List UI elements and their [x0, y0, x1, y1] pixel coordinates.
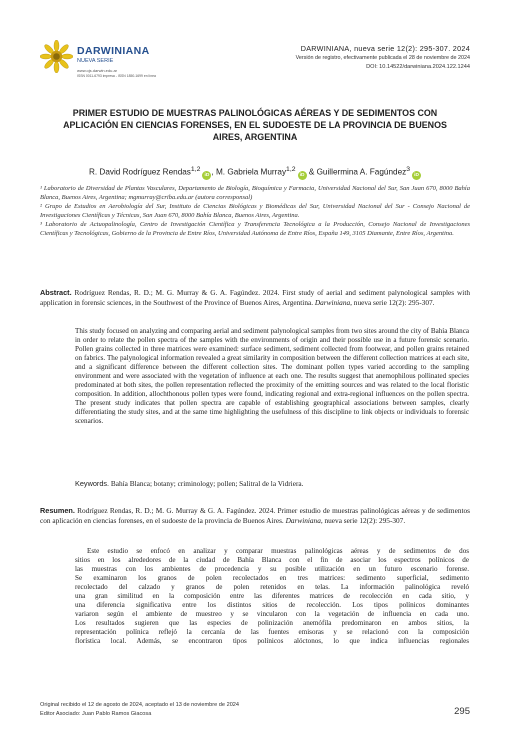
resumen-line: representación polínica reflejó la cercanía de las fuentes emisoras y se relacionó con la composición [75, 628, 469, 637]
abstract-body: This study focused on analyzing and comparing aerial and sediment palynological samples from two sites around the city of Bahía Blanca in order to relate the pollen spectra of the samples with the environments of origin and their possible use in a future forensic scenario. Pollen grains collected in three matrices were examined: surface sediment, sediment collected from footwear, and pollen grains retained on fabrics. The palynological information revealed a great similarity in composition between the different collection matrices at each site, and a significant difference between the different collection sites. The dominant pollen types varied according to the sampling environment and were associated with the vegetation of influence at each one. The results suggest that anemophilous pollinated species predominated at both sites, the pollen representation reflected the proximity of the emitting sources and was related to the local floristic composition. In addition, allochthonous pollen types were found, indicating regional and extra-regional influences on the pollen spectra. The present study indicates that pollen spectra are capable of establishing geographical associations between samples, clearly differentiating the study sites, and at the same time highlighting the usefulness of this discipline to link objects or individuals to forensic scenarios. [75, 327, 469, 426]
affiliation-1: ¹ Laboratorio de Diversidad de Plantas Vasculares, Departamento de Biología, Bioquímica y Farmacia, Universidad Nacional del Sur, San Juan 670, 8000 Bahía Blanca, Buenos Aires, Argentina; mgmurray@criba.edu.ar (autora corresponsal) [40, 185, 470, 202]
orcid-icon[interactable]: iD [412, 171, 421, 180]
resumen-label: Resumen. [40, 506, 75, 515]
resumen-line: variaron según el ambiente de muestreo y se vincularon con la vegetación de influencia en cada uno. [75, 610, 469, 619]
author-3-affil: 3 [406, 166, 411, 173]
page-number: 295 [454, 706, 470, 717]
author-2-affil: 1,2 [286, 166, 296, 173]
associate-editor: Editor Asociado: Juan Pablo Ramos Giacosa [40, 711, 152, 717]
journal-info [296, 44, 470, 72]
journal-reference: DARWINIANA, nueva serie 12(2): 295-307. 2024 [300, 44, 470, 53]
resumen-citation [40, 506, 470, 525]
keywords [75, 479, 469, 488]
author-separator: , [211, 167, 216, 177]
resumen-citation-text: Rodríguez Rendas, R. D.; M. G. Murray & G. A. Fagúndez. 2024. Primer estudio de muestras palinológicas aéreas y de sedimentos con aplicación en ciencias forenses, en el sudoeste de la provincia de Buenos Aires. [40, 506, 470, 525]
abstract-journal: Darwiniana [314, 297, 351, 307]
resumen-citation-end: , nueva serie 12(2): 295-307. [320, 515, 406, 525]
logo-name: DARWINIANA [77, 45, 150, 57]
footer-notes [40, 701, 239, 719]
resumen-line: una gran similitud en la composición entre las diferentes matrices de recolección en cada sitio, y [75, 592, 469, 601]
resumen-line: recolectado del calzado y granos de polen retenidos en telas. La información palinológica reveló [75, 583, 469, 592]
resumen-line: las muestras con los ambientes de procedencia y su posible utilización en un futuro escenario forense. [75, 565, 469, 574]
affiliations [40, 184, 470, 239]
author-separator: & [306, 167, 317, 177]
orcid-icon[interactable]: iD [298, 171, 307, 180]
logo-url[interactable]: www.ojs.darwin.edu.ar [77, 68, 118, 73]
keywords-label: Keywords. [75, 479, 110, 488]
author-list [0, 166, 510, 180]
flower-logo-icon [40, 40, 73, 73]
resumen-line: Este estudio se enfocó en analizar y comparar muestras palinológicas aéreas y de sedimentos de dos [87, 547, 469, 555]
affiliation-3: ³ Laboratorio de Actuopalinología, Centro de Investigación Científica y Transferencia Tecnológica a la Producción, Consejo Nacional de Investigaciones Científicas y Tecnológicas, Gobierno de la Provincia de Entre Ríos, Universidad Autónoma de Entre Ríos, España 149, 3105 Diamante, Entre Ríos, Argentina. [40, 221, 470, 238]
received-dates: Original recibido el 12 de agosto de 2024, aceptado el 13 de noviembre de 2024 [40, 702, 240, 708]
author-2: M. Gabriela Murray [215, 167, 287, 177]
resumen-line: una diferencia significativa entre los distintos sitios de recolección. Los tipos polínicos dominantes [75, 601, 469, 610]
abstract-citation [40, 288, 470, 307]
resumen-line: Los resultados sugieren que las especies de polinización anemófila predominaron en ambos sitios, la [75, 619, 469, 628]
resumen-line: sitios en los alrededores de la ciudad de Bahía Blanca con el fin de asociar los espectros polínicos de [75, 556, 469, 565]
abstract-citation-end: , nueva serie 12(2): 295-307. [350, 297, 435, 307]
journal-logo [40, 40, 180, 92]
author-3: Guillermina A. Fagúndez [316, 167, 407, 177]
author-1-affil: 1,2 [190, 166, 201, 173]
abstract-citation-text: Rodríguez Rendas, R. D.; M. G. Murray & G. A. Fagúndez. 2024. First study of aerial and sediment palynological samples with application in forensic sciences, in the Southwest of the Province of Buenos Aires, Argentina. [40, 288, 470, 307]
author-1: R. David Rodríguez Rendas [88, 167, 191, 177]
keywords-text: Bahía Blanca; botany; criminology; pollen; Salitral de la Vidriera. [109, 479, 304, 488]
resumen-body [75, 547, 469, 647]
logo-series: NUEVA SERIE [77, 58, 114, 64]
orcid-icon[interactable]: iD [202, 171, 211, 180]
doi-link[interactable]: DOI: 10.14522/darwiniana.2024.122.1244 [366, 64, 470, 70]
affiliation-2: ² Grupo de Estudios en Aerobiología del Sur, Instituto de Ciencias Biológicas y Biomédicas del Sur, Universidad Nacional del Sur - Consejo Nacional de Investigaciones Científicas y Técnicas, San Juan 670, 8000 Bahía Blanca, Buenos Aires, Argentina. [40, 203, 470, 220]
abstract-label: Abstract. [40, 288, 72, 297]
resumen-line: florística local. Además, se encontraron tipos polínicos alóctonos, lo que indica influencias regionales [75, 637, 469, 646]
paper-title: PRIMER ESTUDIO DE MUESTRAS PALINOLÓGICAS AÉREAS Y DE SEDIMENTOS CON APLICACIÓN EN CIENCIAS FORENSES, EN EL SUDOESTE DE LA PROVINCIA DE BUENOS AIRES, ARGENTINA [63, 108, 447, 142]
resumen-journal: Darwiniana [285, 515, 321, 525]
resumen-line: Se examinaron los granos de polen recolectados en tres matrices: sedimento superficial, sedimento [75, 574, 469, 583]
version-note: Versión de registro, efectivamente publicada el 28 de noviembre de 2024 [295, 55, 470, 61]
logo-issn: ISSN 0011-6793 impresa - ISSN 1850-1699 en línea [77, 74, 156, 78]
